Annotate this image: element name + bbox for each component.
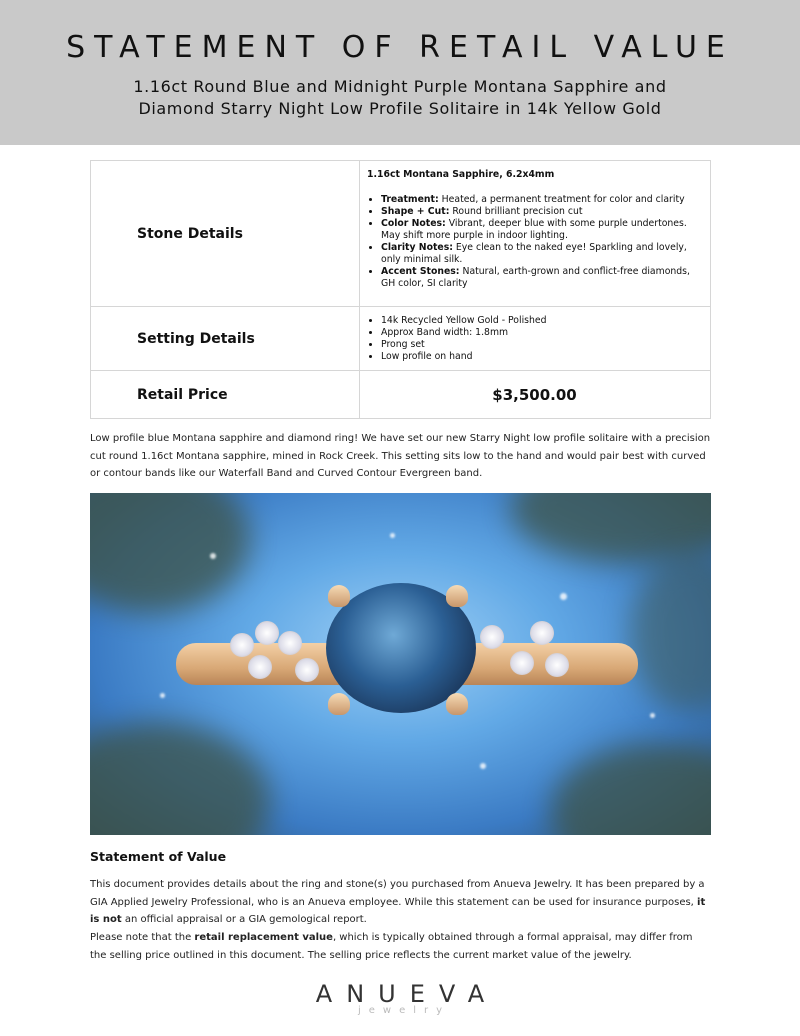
page-title: STATEMENT OF RETAIL VALUE: [66, 30, 734, 65]
header: [0, 0, 800, 145]
subtitle-line: 1.16ct Round Blue and Midnight Purple Montana Sapphire and: [133, 77, 667, 96]
list-item: • Low profile on hand: [381, 351, 702, 363]
item-value: Natural, earth-grown and conflict-free diamonds, GH color, SI clarity: [381, 266, 690, 289]
text: Please note that the: [90, 932, 195, 943]
list-item: [381, 266, 702, 290]
text: This document provides details about the ring and stone(s) you purchased from Anueva Jewelry. It has been prepared by a GIA Applied Jewelry Professional, who is an Anueva employee. While this statement can be used for insurance purposes,: [90, 879, 705, 908]
item-value: Round brilliant precision cut: [449, 206, 583, 217]
list-item: [381, 194, 702, 206]
item-key: Treatment:: [381, 194, 439, 205]
stone-details-cell: [360, 161, 711, 307]
list-item: • Approx Band width: 1.8mm: [381, 327, 702, 339]
row-label: Stone Details: [91, 161, 360, 307]
item-value: Heated, a permanent treatment for color and clarity: [438, 194, 685, 205]
emphasis: it is not: [90, 896, 706, 925]
logo-name: ANUEVA: [315, 980, 499, 1008]
list-item: [381, 206, 702, 218]
retail-price-row: [91, 371, 711, 419]
statement-paragraph-1: [90, 876, 712, 929]
statement-paragraph-2: [90, 929, 712, 964]
row-label: Retail Price: [91, 371, 360, 419]
logo-tagline: jewelry: [357, 1005, 451, 1016]
item-value: Vibrant, deeper blue with some purple undertones. May shift more purple in indoor lighting.: [381, 218, 687, 241]
setting-details-row: [91, 307, 711, 371]
page-subtitle: [0, 76, 800, 120]
list-item: • 14k Recycled Yellow Gold - Polished: [381, 315, 702, 327]
item-key: Clarity Notes:: [381, 242, 453, 253]
item-value: Eye clean to the naked eye! Sparkling and lovely, only minimal silk.: [381, 242, 687, 265]
anueva-logo: [0, 980, 800, 1016]
setting-list: [367, 315, 702, 363]
item-key: Accent Stones:: [381, 266, 460, 277]
list-item: [381, 218, 702, 242]
emphasis: retail replacement value: [194, 932, 333, 943]
list-item: [381, 242, 702, 266]
item-key: Shape + Cut:: [381, 206, 450, 217]
stone-heading: 1.16ct Montana Sapphire, 6.2x4mm: [367, 169, 555, 180]
list-item: • Prong set: [381, 339, 702, 351]
statement-heading: Statement of Value: [90, 849, 227, 864]
row-label: Setting Details: [91, 307, 360, 371]
text: an official appraisal or a GIA gemological report.: [121, 914, 367, 925]
ring-photo: [90, 493, 711, 835]
item-key: Color Notes:: [381, 218, 446, 229]
subtitle-line: Diamond Starry Night Low Profile Solitaire in 14k Yellow Gold: [138, 99, 662, 118]
stone-details-row: [91, 161, 711, 307]
details-table: [90, 160, 711, 419]
text: , which is typically obtained through a formal appraisal, may differ from the selling price outlined in this document. The selling price reflects the current market value of the jewelry.: [90, 932, 693, 961]
setting-details-cell: [360, 307, 711, 371]
stone-list: [367, 194, 702, 290]
description: Low profile blue Montana sapphire and diamond ring! We have set our new Starry Night low profile solitaire with a precision cut round 1.16ct Montana sapphire, mined in Rock Creek. This setting sits low to the hand and would pair best with curved or contour bands like our Waterfall Band and Curved Contour Evergreen band.: [90, 433, 711, 479]
retail-price-value: $3,500.00: [360, 371, 711, 419]
